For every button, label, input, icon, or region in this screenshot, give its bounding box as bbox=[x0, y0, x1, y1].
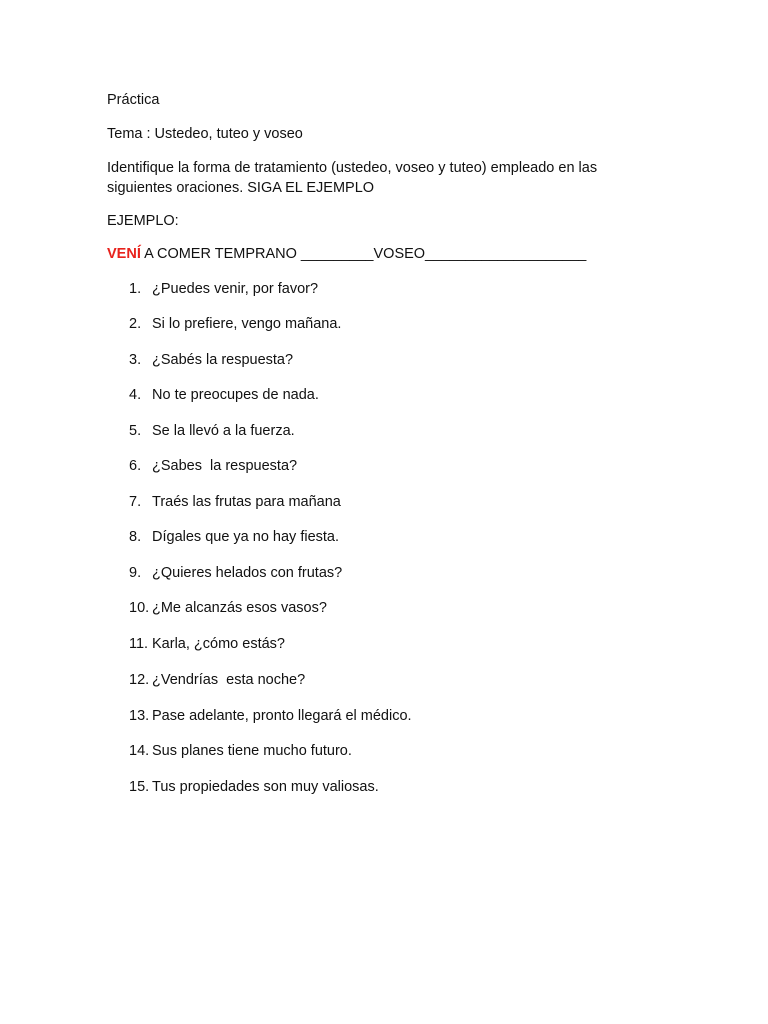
item-number: 6. bbox=[129, 458, 142, 474]
item-text: ¿Vendrías esta noche? bbox=[152, 672, 306, 688]
item-number: 15. bbox=[129, 779, 150, 795]
item-number: 11. bbox=[129, 636, 149, 652]
item-text: ¿Sabes la respuesta? bbox=[152, 458, 298, 474]
item-text: ¿Sabés la respuesta? bbox=[152, 352, 294, 368]
item-number: 4. bbox=[129, 387, 142, 403]
list-item bbox=[129, 670, 305, 690]
example-label: EJEMPLO: bbox=[107, 213, 179, 229]
example-rest: A COMER TEMPRANO _________VOSEO____________________ bbox=[140, 246, 587, 262]
item-text: Si lo prefiere, vengo mañana. bbox=[152, 316, 342, 332]
item-number: 1. bbox=[129, 281, 142, 297]
item-text: ¿Me alcanzás esos vasos? bbox=[152, 600, 327, 616]
item-number: 3. bbox=[129, 352, 142, 368]
item-number: 8. bbox=[129, 529, 142, 545]
item-text: Karla, ¿cómo estás? bbox=[152, 636, 285, 652]
item-text: Sus planes tiene mucho futuro. bbox=[152, 743, 352, 759]
item-number: 13. bbox=[129, 708, 150, 724]
example-line bbox=[107, 244, 586, 264]
list-item bbox=[129, 634, 285, 654]
list-item bbox=[129, 706, 412, 726]
item-number: 14. bbox=[129, 743, 150, 759]
list-item bbox=[129, 598, 327, 618]
list-item bbox=[129, 777, 379, 797]
item-number: 7. bbox=[129, 494, 142, 510]
item-number: 2. bbox=[129, 316, 142, 332]
item-text: ¿Puedes venir, por favor? bbox=[152, 281, 319, 297]
example-highlight-word: VENÍ bbox=[107, 246, 141, 262]
list-item bbox=[129, 492, 341, 512]
list-item bbox=[129, 421, 295, 441]
item-text: Traés las frutas para mañana bbox=[152, 494, 341, 510]
instructions-paragraph: Identifique la forma de tratamiento (ustedeo, voseo y tuteo) empleado en las siguientes oraciones. SIGA EL EJEMPLO bbox=[107, 160, 598, 196]
list-item bbox=[129, 456, 297, 476]
item-text: Dígales que ya no hay fiesta. bbox=[152, 529, 340, 545]
item-number: 10. bbox=[129, 600, 150, 616]
item-text: No te preocupes de nada. bbox=[152, 387, 319, 403]
list-item bbox=[129, 314, 341, 334]
item-text: ¿Quieres helados con frutas? bbox=[152, 565, 343, 581]
list-item bbox=[129, 563, 342, 583]
item-text: Pase adelante, pronto llegará el médico. bbox=[152, 708, 412, 724]
item-number: 5. bbox=[129, 423, 142, 439]
item-text: Se la llevó a la fuerza. bbox=[152, 423, 295, 439]
item-text: Tus propiedades son muy valiosas. bbox=[152, 779, 379, 795]
list-item bbox=[129, 385, 319, 405]
item-number: 9. bbox=[129, 565, 142, 581]
list-item bbox=[129, 279, 318, 299]
topic-line: Tema : Ustedeo, tuteo y voseo bbox=[107, 126, 303, 142]
item-number: 12. bbox=[129, 672, 150, 688]
list-item bbox=[129, 527, 339, 547]
page-title: Práctica bbox=[107, 92, 160, 108]
list-item bbox=[129, 350, 293, 370]
list-item bbox=[129, 741, 352, 761]
